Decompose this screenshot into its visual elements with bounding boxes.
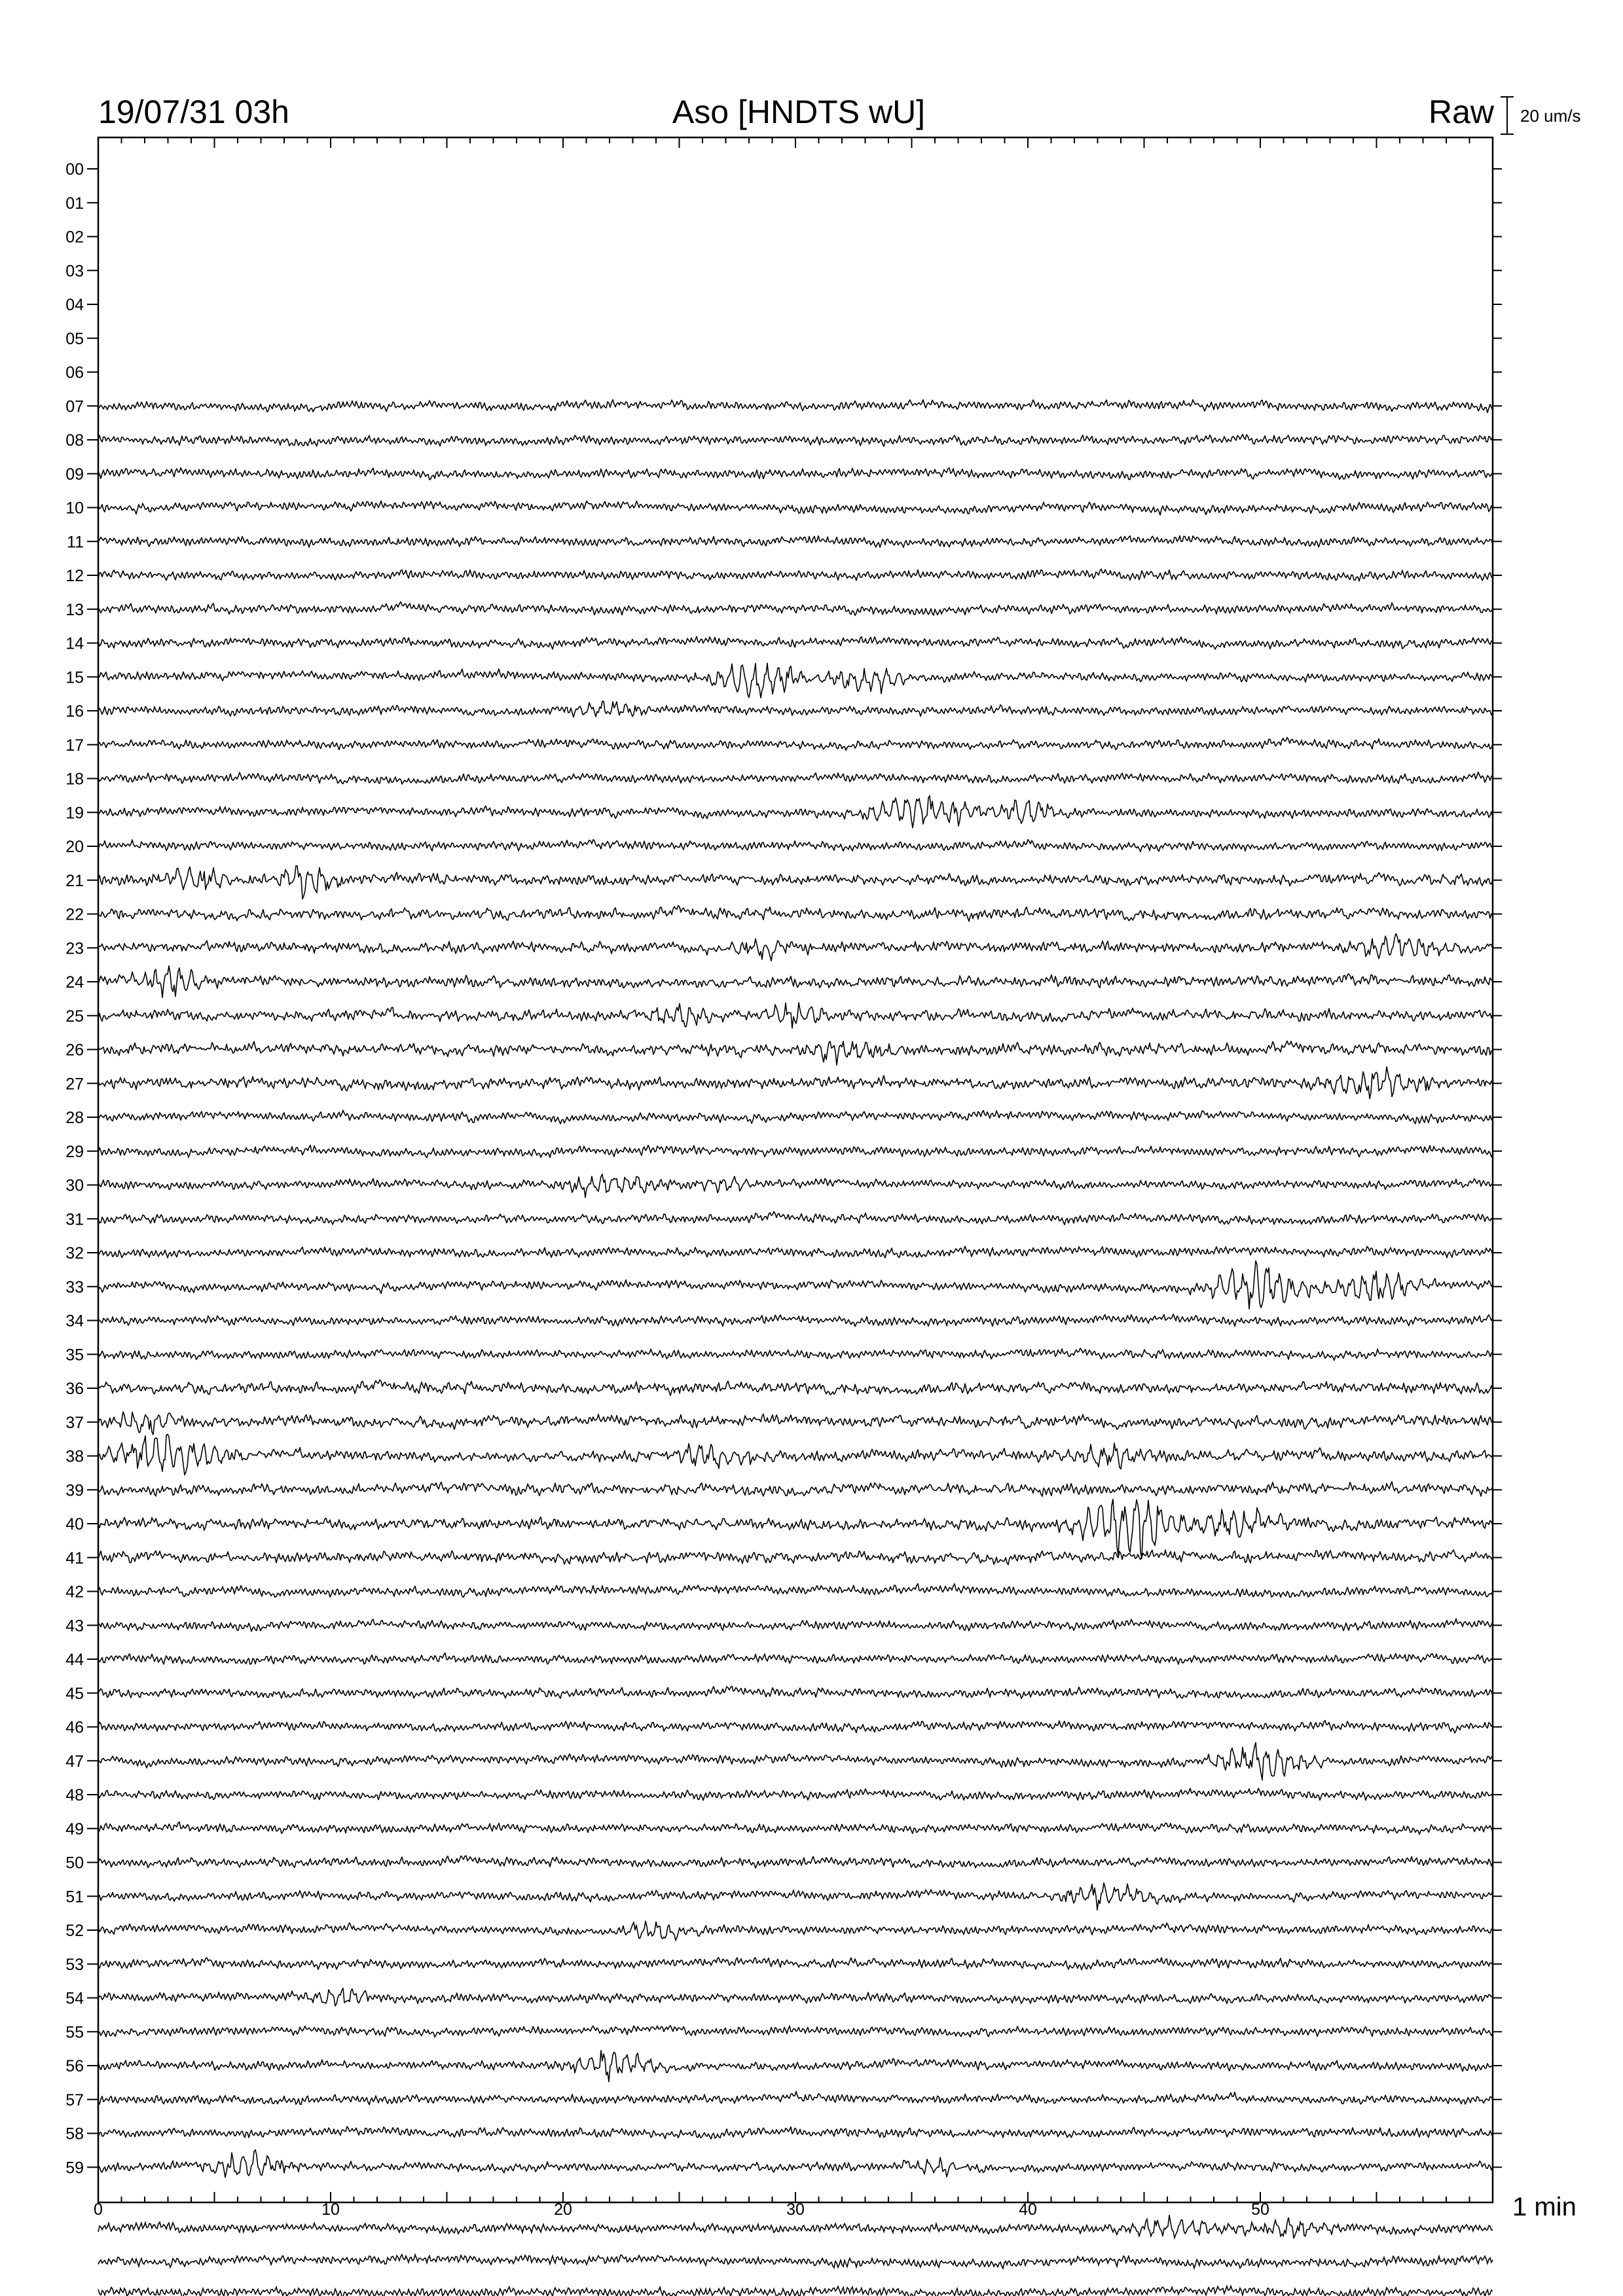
trace-50 (98, 1856, 1493, 1868)
row-label-42: 42 (65, 1583, 84, 1602)
station-title: Aso [HNDTS wU] (672, 94, 926, 130)
row-label-16: 16 (65, 702, 84, 721)
trace-53 (98, 1958, 1493, 1970)
trace-35 (98, 1348, 1493, 1360)
trace-47 (98, 1742, 1493, 1780)
row-label-47: 47 (65, 1752, 84, 1771)
trace-42 (98, 1584, 1493, 1598)
row-label-19: 19 (65, 804, 84, 823)
trace-48 (98, 1788, 1493, 1800)
row-label-49: 49 (65, 1820, 84, 1839)
row-label-08: 08 (65, 431, 84, 450)
trace-15 (98, 663, 1493, 698)
scale-bar (1501, 97, 1514, 134)
trace-33 (98, 1261, 1493, 1309)
trace-37 (98, 1412, 1493, 1435)
trace-28 (98, 1111, 1493, 1124)
trace-43 (98, 1619, 1493, 1631)
row-label-15: 15 (65, 668, 84, 687)
overflow-trace-1 (98, 2255, 1493, 2269)
row-label-34: 34 (65, 1312, 84, 1331)
trace-45 (98, 1686, 1493, 1698)
row-label-26: 26 (65, 1041, 84, 1060)
x-tick-label-10: 10 (321, 2200, 340, 2219)
trace-51 (98, 1883, 1493, 1910)
trace-20 (98, 840, 1493, 852)
row-label-13: 13 (65, 600, 84, 619)
row-label-29: 29 (65, 1142, 84, 1161)
row-label-50: 50 (65, 1854, 84, 1873)
row-label-02: 02 (65, 228, 84, 247)
row-label-38: 38 (65, 1447, 84, 1466)
minute-ticks (98, 137, 1493, 2202)
trace-44 (98, 1653, 1493, 1664)
row-label-58: 58 (65, 2125, 84, 2144)
row-label-55: 55 (65, 2023, 84, 2042)
trace-59 (98, 2150, 1493, 2178)
trace-16 (98, 701, 1493, 717)
trace-23 (98, 933, 1493, 961)
trace-49 (98, 1822, 1493, 1835)
trace-38 (98, 1434, 1493, 1475)
row-label-31: 31 (65, 1210, 84, 1229)
row-label-59: 59 (65, 2159, 84, 2178)
row-label-06: 06 (65, 363, 84, 382)
row-label-36: 36 (65, 1380, 84, 1398)
x-tick-label-40: 40 (1019, 2200, 1037, 2219)
row-label-00: 00 (65, 160, 84, 179)
trace-27 (98, 1067, 1493, 1099)
row-label-09: 09 (65, 465, 84, 484)
row-label-37: 37 (65, 1413, 84, 1432)
row-label-51: 51 (65, 1888, 84, 1907)
row-label-22: 22 (65, 905, 84, 924)
trace-24 (98, 966, 1493, 997)
trace-10 (98, 501, 1493, 515)
trace-07 (98, 400, 1493, 413)
trace-13 (98, 601, 1493, 615)
trace-29 (98, 1145, 1493, 1158)
trace-11 (98, 536, 1493, 548)
trace-41 (98, 1550, 1493, 1565)
row-label-01: 01 (65, 194, 84, 213)
trace-40 (98, 1499, 1493, 1559)
trace-55 (98, 2026, 1493, 2037)
row-label-44: 44 (65, 1651, 84, 1669)
row-label-57: 57 (65, 2090, 84, 2109)
row-label-24: 24 (65, 973, 84, 992)
trace-39 (98, 1482, 1493, 1496)
scale-label: 20 um/s (1520, 106, 1581, 126)
row-label-12: 12 (65, 567, 84, 585)
trace-30 (98, 1174, 1493, 1198)
x-tick-label-0: 0 (94, 2200, 103, 2219)
row-label-20: 20 (65, 838, 84, 856)
trace-12 (98, 569, 1493, 581)
row-label-11: 11 (67, 533, 84, 552)
trace-52 (98, 1921, 1493, 1941)
row-label-32: 32 (65, 1244, 84, 1263)
row-label-14: 14 (65, 634, 84, 653)
plot-frame (98, 137, 1493, 2202)
row-label-41: 41 (65, 1549, 84, 1568)
trace-21 (98, 866, 1493, 899)
row-label-03: 03 (65, 262, 84, 281)
trace-58 (98, 2126, 1493, 2139)
row-label-30: 30 (65, 1176, 84, 1195)
row-label-45: 45 (65, 1684, 84, 1703)
trace-34 (98, 1314, 1493, 1327)
trace-54 (98, 1988, 1493, 2006)
row-label-10: 10 (65, 499, 84, 518)
row-label-39: 39 (65, 1481, 84, 1500)
row-label-21: 21 (65, 871, 84, 890)
row-label-25: 25 (65, 1007, 84, 1026)
row-label-33: 33 (65, 1278, 84, 1297)
row-label-40: 40 (65, 1515, 84, 1534)
x-tick-label-20: 20 (554, 2200, 572, 2219)
row-label-05: 05 (65, 329, 84, 348)
trace-56 (98, 2051, 1493, 2082)
row-label-23: 23 (65, 939, 84, 958)
row-label-46: 46 (65, 1718, 84, 1737)
row-label-48: 48 (65, 1786, 84, 1804)
row-label-54: 54 (65, 1989, 84, 2008)
trace-22 (98, 906, 1493, 922)
row-label-27: 27 (65, 1075, 84, 1094)
seismic-traces (98, 400, 1493, 2178)
overflow-traces (98, 2215, 1493, 2296)
trace-46 (98, 1721, 1493, 1733)
row-label-53: 53 (65, 1955, 84, 1974)
row-labels (65, 160, 1502, 2177)
trace-19 (98, 796, 1493, 828)
trace-08 (98, 435, 1493, 446)
row-label-35: 35 (65, 1346, 84, 1365)
row-label-17: 17 (65, 736, 84, 755)
trace-57 (98, 2092, 1493, 2105)
x-tick-label-50: 50 (1251, 2200, 1269, 2219)
row-label-52: 52 (65, 1922, 84, 1940)
trace-25 (98, 1003, 1493, 1028)
row-label-28: 28 (65, 1109, 84, 1127)
trace-18 (98, 772, 1493, 784)
row-label-56: 56 (65, 2057, 84, 2075)
trace-26 (98, 1041, 1493, 1065)
trace-32 (98, 1246, 1493, 1258)
row-label-18: 18 (65, 770, 84, 789)
trace-17 (98, 738, 1493, 751)
trace-36 (98, 1380, 1493, 1395)
row-label-04: 04 (65, 296, 84, 314)
datetime-label: 19/07/31 03h (98, 94, 289, 130)
row-label-07: 07 (65, 397, 84, 416)
trace-31 (98, 1211, 1493, 1225)
trace-09 (98, 468, 1493, 480)
overflow-trace-2 (98, 2286, 1493, 2296)
x-unit-label: 1 min (1512, 2193, 1577, 2221)
row-label-43: 43 (65, 1617, 84, 1636)
trace-14 (98, 637, 1493, 649)
x-tick-label-30: 30 (786, 2200, 805, 2219)
mode-label: Raw (1428, 94, 1494, 130)
